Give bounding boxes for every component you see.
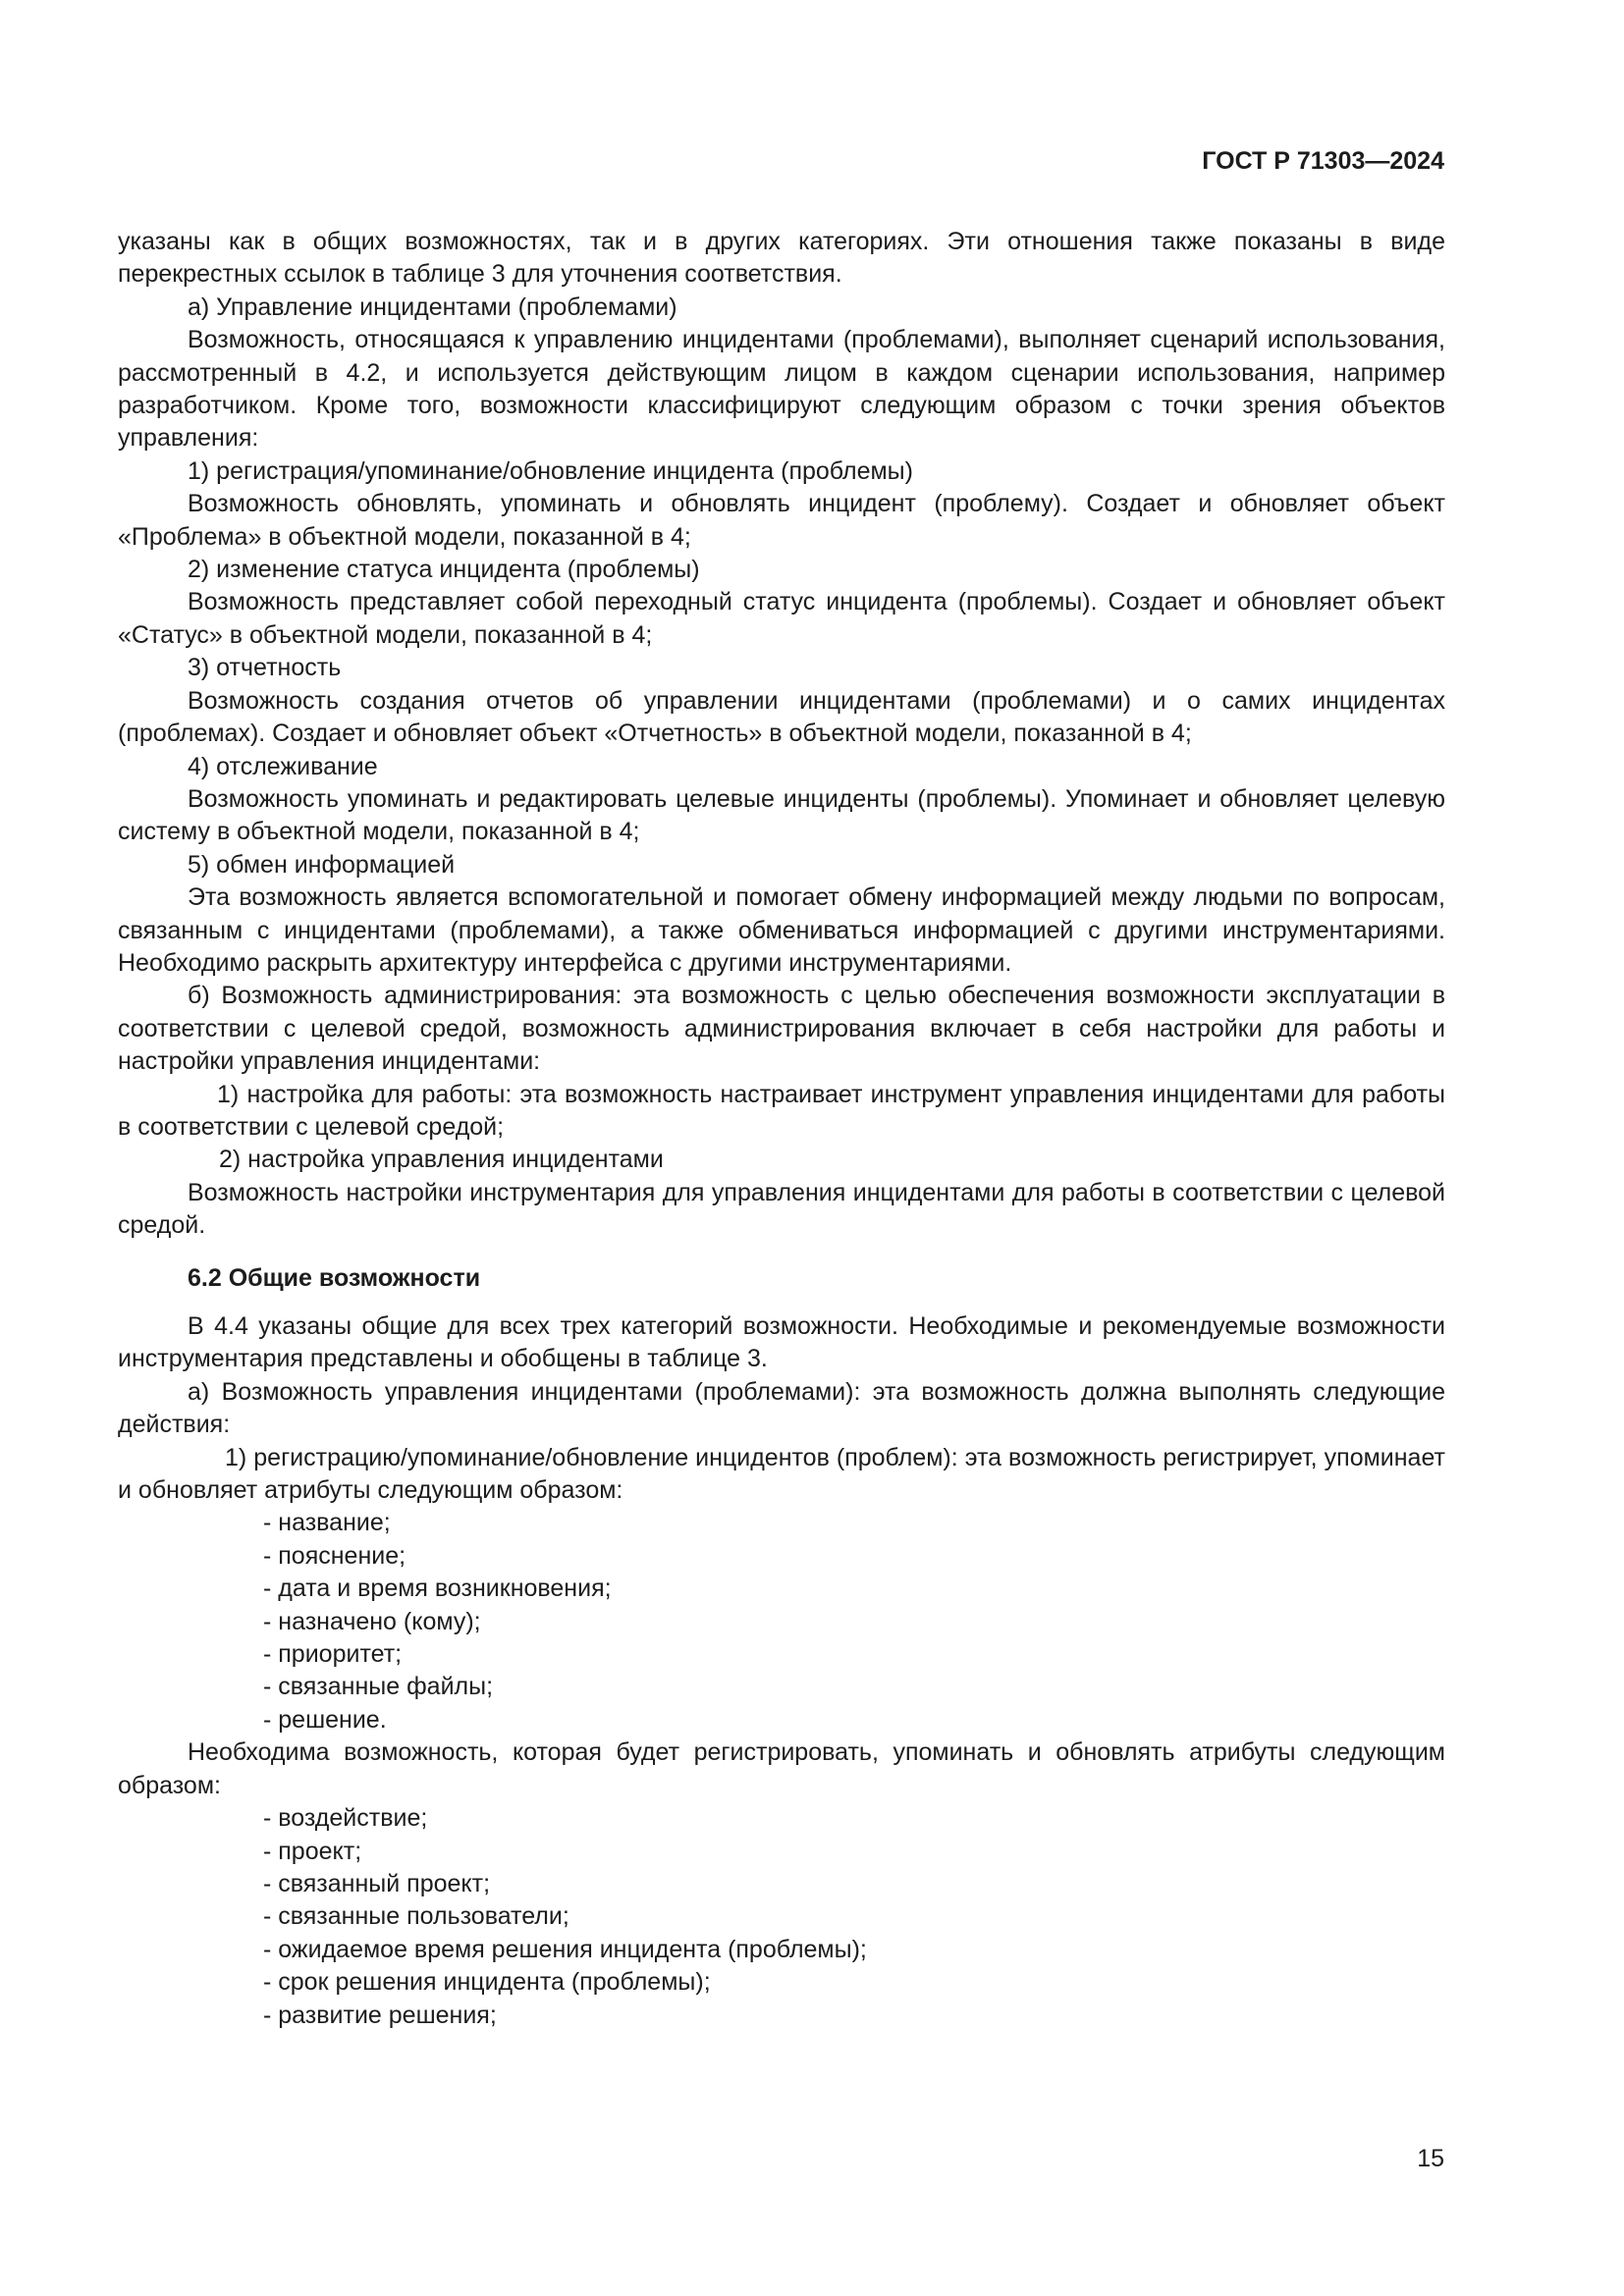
section-heading: 6.2 Общие возможности bbox=[188, 1263, 481, 1292]
list-item: - ожидаемое время решения инцидента (проблемы); bbox=[263, 1935, 867, 1963]
paragraph: указаны как в общих возможностях, так и в других категориях. Эти отношения также показаны в виде перекрестных ссылок в таблице 3 для уточнения соответствия. bbox=[118, 228, 1445, 289]
list-item: - развитие решения; bbox=[263, 2001, 497, 2029]
item-label: 3) отчетность bbox=[188, 654, 342, 682]
item-label: а) Управление инцидентами (проблемами) bbox=[188, 293, 677, 321]
list-item: - пояснение; bbox=[263, 1541, 406, 1570]
list-item: - срок решения инцидента (проблемы); bbox=[263, 1968, 711, 1997]
attribute-list bbox=[118, 1507, 1445, 1736]
item-label: 2) настройка управления инцидентами bbox=[219, 1146, 664, 1174]
paragraph: Возможность обновлять, упоминать и обновлять инцидент (проблему). Создает и обновляет объект «Проблема» в объектной модели, показанной в 4; bbox=[118, 490, 1445, 551]
attribute-list bbox=[118, 1802, 1445, 2032]
page-content bbox=[118, 226, 1445, 2032]
paragraph: Возможность, относящаяся к управлению инцидентами (проблемами), выполняет сценарий использования, рассмотренный в 4.2, и используется действующим лицом в каждом сценарии использования, например разработчиком. Кроме того, возможности классифицируют следующим образом с точки зрения объектов управления: bbox=[118, 326, 1445, 453]
list-item: - приоритет; bbox=[263, 1640, 403, 1669]
list-item: - название; bbox=[263, 1509, 391, 1537]
list-item: - назначено (кому); bbox=[263, 1607, 481, 1635]
paragraph: а) Возможность управления инцидентами (проблемами): эта возможность должна выполнять следующие действия: bbox=[118, 1377, 1445, 1439]
paragraph: 1) регистрацию/упоминание/обновление инцидентов (проблем): эта возможность регистрирует, упоминает и обновляет атрибуты следующим образом: bbox=[118, 1443, 1445, 1505]
paragraph: Необходима возможность, которая будет регистрировать, упоминать и обновлять атрибуты следующим образом: bbox=[118, 1738, 1445, 1799]
item-label: 4) отслеживание bbox=[188, 752, 378, 780]
list-item: - дата и время возникновения; bbox=[263, 1575, 612, 1603]
paragraph: Возможность настройки инструментария для управления инцидентами для работы в соответствии с целевой средой. bbox=[118, 1178, 1445, 1240]
list-item: - проект; bbox=[263, 1837, 362, 1865]
list-item: - связанный проект; bbox=[263, 1869, 491, 1897]
paragraph: б) Возможность администрирования: эта возможность с целью обеспечения возможности эксплуатации в соответствии с целевой средой, возможность администрирования включает в себя настройки для работы и настройки управления инцидентами: bbox=[118, 982, 1445, 1076]
paragraph: В 4.4 указаны общие для всех трех категорий возможности. Необходимые и рекомендуемые возможности инструментария представлены и обобщены в таблице 3. bbox=[118, 1312, 1445, 1373]
list-item: - связанные файлы; bbox=[263, 1673, 494, 1701]
document-code: ГОСТ Р 71303—2024 bbox=[1202, 147, 1444, 175]
page-number: 15 bbox=[1417, 2145, 1444, 2172]
list-item: - решение. bbox=[263, 1705, 387, 1734]
item-label: 2) изменение статуса инцидента (проблемы) bbox=[188, 556, 700, 584]
list-item: - связанные пользователи; bbox=[263, 1902, 569, 1931]
list-item: - воздействие; bbox=[263, 1804, 428, 1833]
paragraph: Эта возможность является вспомогательной и помогает обмену информацией между людьми по вопросам, связанным с инцидентами (проблемами), а также обмениваться информацией с другими инструментариями. Необходимо раскрыть архитектуру интерфейса с другими инструментариями. bbox=[118, 883, 1445, 977]
item-label: 1) регистрация/упоминание/обновление инцидента (проблемы) bbox=[188, 456, 913, 485]
paragraph: Возможность представляет собой переходный статус инцидента (проблемы). Создает и обновляет объект «Статус» в объектной модели, показанной в 4; bbox=[118, 588, 1445, 649]
paragraph: Возможность создания отчетов об управлении инцидентами (проблемами) и о самих инцидентах (проблемах). Создает и обновляет объект «Отчетность» в объектной модели, показанной в 4; bbox=[118, 686, 1445, 748]
paragraph: Возможность упоминать и редактировать целевые инциденты (проблемы). Упоминает и обновляет целевую систему в объектной модели, показанной в 4; bbox=[118, 784, 1445, 846]
item-label: 5) обмен информацией bbox=[188, 850, 456, 879]
paragraph: 1) настройка для работы: эта возможность настраивает инструмент управления инцидентами для работы в соответствии с целевой средой; bbox=[118, 1080, 1445, 1141]
